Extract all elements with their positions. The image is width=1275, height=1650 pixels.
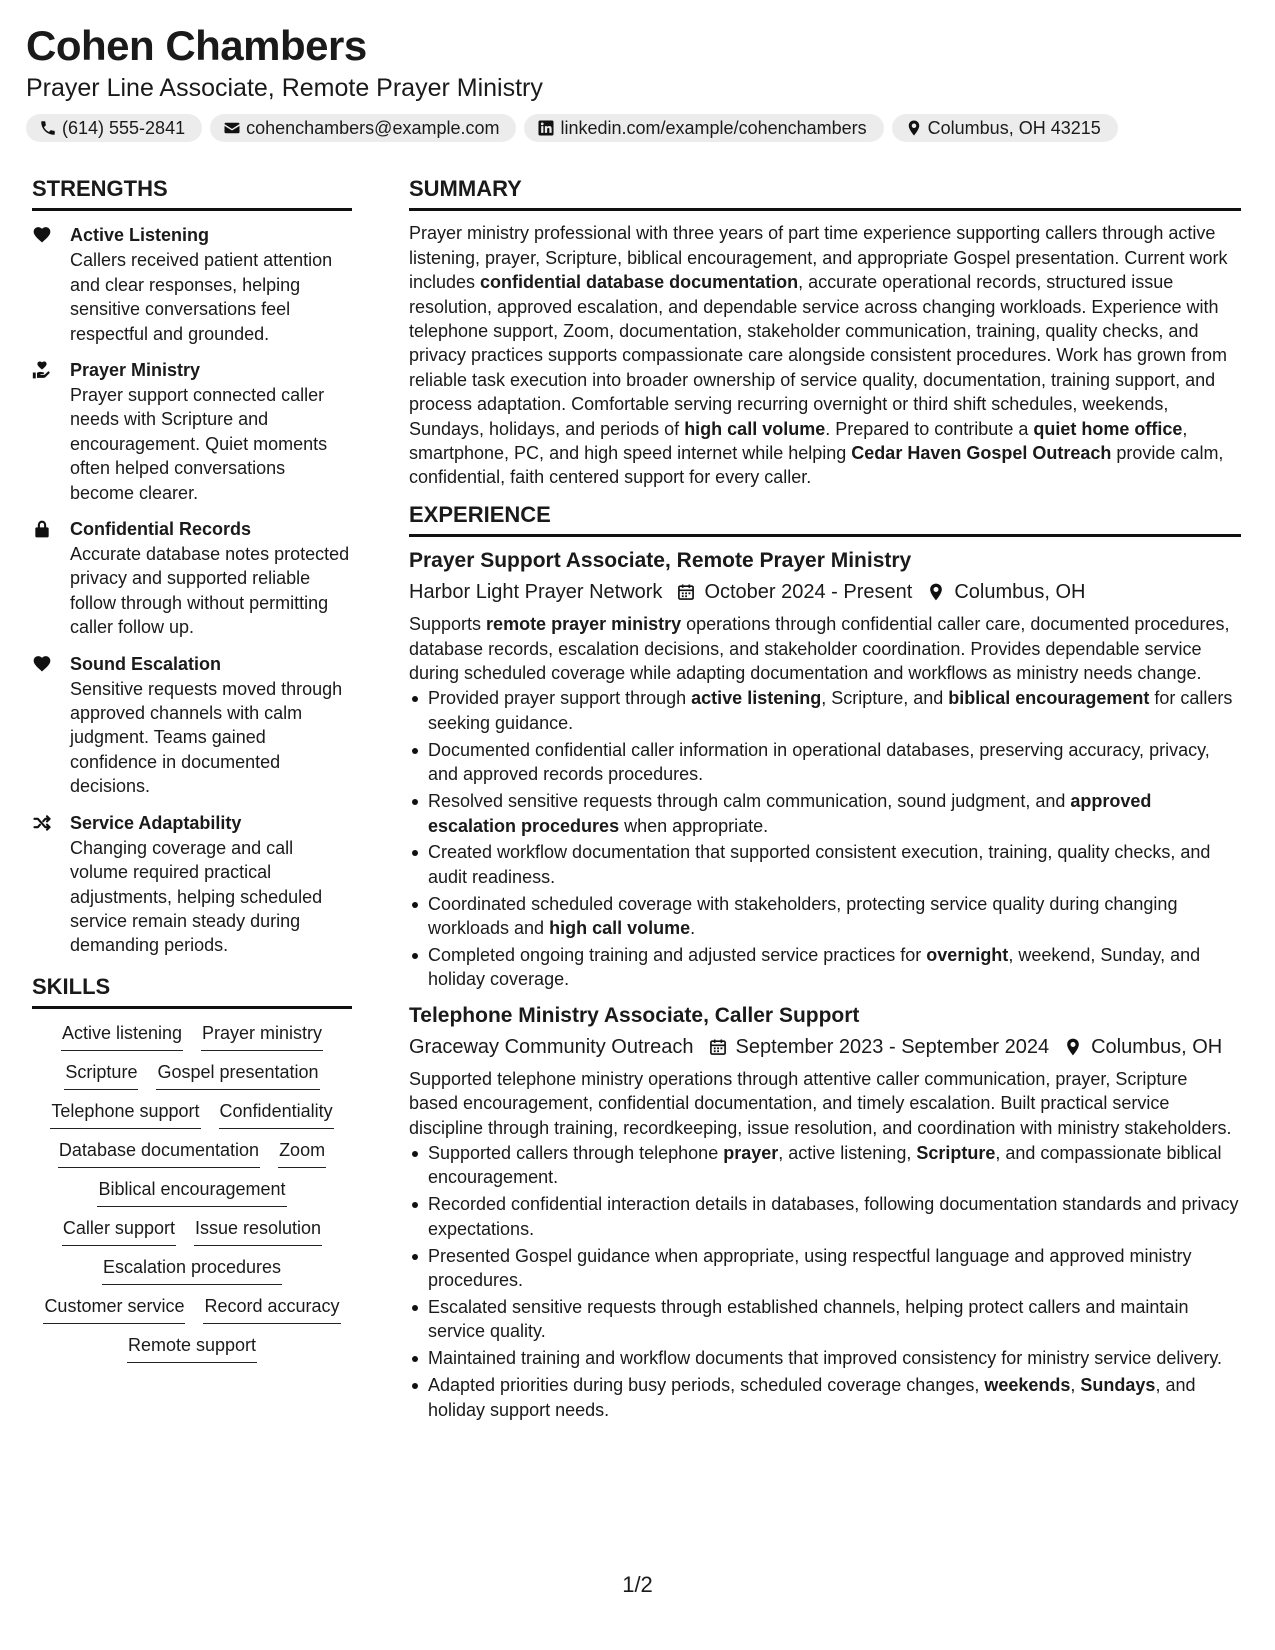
skills-row bbox=[32, 1058, 352, 1090]
bullet-item bbox=[409, 1141, 1241, 1190]
strength-title: Service Adaptability bbox=[70, 812, 242, 833]
job-description bbox=[409, 612, 1241, 685]
calendar-icon bbox=[708, 1037, 728, 1057]
skill-tag: Escalation procedures bbox=[102, 1253, 282, 1285]
job-location: Columbus, OH bbox=[954, 581, 1086, 604]
bold-text: active listening bbox=[691, 688, 822, 709]
text-run: , smartphone, PC, and high speed internet while helping bbox=[409, 418, 1188, 464]
text-run: Presented Gospel guidance when appropriate, using respectful language and approved ministry procedures. bbox=[428, 1245, 1192, 1291]
skill-tag: Gospel presentation bbox=[156, 1058, 319, 1090]
summary-heading: SUMMARY bbox=[409, 176, 1241, 211]
lock-icon bbox=[32, 519, 52, 539]
linkedin-icon bbox=[537, 119, 555, 137]
skill-tag: Issue resolution bbox=[194, 1214, 322, 1246]
text-run: , Scripture, and bbox=[821, 688, 949, 709]
text-run: Escalated sensitive requests through established channels, helping protect callers and maintain service quality. bbox=[428, 1297, 1189, 1342]
bullet-item bbox=[409, 1346, 1241, 1370]
job-dates: October 2024 - Present bbox=[704, 581, 913, 604]
job-company: Harbor Light Prayer Network bbox=[409, 581, 663, 604]
location-pin-icon bbox=[926, 582, 946, 602]
bullet-item bbox=[409, 943, 1241, 992]
contact-phone bbox=[26, 114, 202, 142]
bold-text: overnight bbox=[926, 945, 1009, 966]
skills-heading: SKILLS bbox=[32, 974, 352, 1009]
strengths-heading: STRENGTHS bbox=[32, 176, 352, 211]
skill-tag: Caller support bbox=[62, 1214, 176, 1246]
text-run: Created workflow documentation that supported consistent execution, training, quality checks, and audit readiness. bbox=[428, 842, 1211, 887]
envelope-icon bbox=[223, 119, 241, 137]
strength-title: Sound Escalation bbox=[70, 653, 222, 674]
contact-location bbox=[892, 114, 1118, 142]
bold-text: prayer bbox=[723, 1143, 779, 1164]
bullet-item bbox=[409, 1295, 1241, 1344]
left-column bbox=[32, 176, 352, 1363]
strength-desc: Changing coverage and call volume required practical adjustments, helping scheduled service remain steady during demanding periods. bbox=[70, 837, 323, 956]
candidate-name: Cohen Chambers bbox=[26, 22, 367, 69]
skill-tag: Customer service bbox=[43, 1292, 185, 1324]
text-run: , and holiday support needs. bbox=[428, 1375, 1196, 1420]
text-run: , accurate operational records, structured issue resolution, approved escalation, and dependable service across changing workloads. Experience with telephone support, Zoom, documentation, stakeholder communication, training, quality checks, and privacy practices supports compassionate care alongside consistent procedures. Work has grown from reliable task execution into broader ownership of service quality, documentation, training support, and process adaptation. Comfortable serving recurring overnight or third shift schedules, weekends, Sundays, holidays, and periods of bbox=[409, 272, 1228, 439]
contact-email-text: cohenchambers@example.com bbox=[246, 117, 500, 138]
location-pin-icon bbox=[1063, 1037, 1083, 1057]
skill-tag: Scripture bbox=[64, 1058, 138, 1090]
text-run: Prayer ministry professional with three years of part time experience supporting callers through active listening, prayer, Scripture, biblical encouragement, and appropriate Gospel presentation. Current work includes bbox=[409, 223, 1228, 293]
contact-linkedin-text: linkedin.com/example/cohenchambers bbox=[560, 117, 867, 138]
text-run: operations through confidential caller care, documented procedures, database records, escalation decisions, and stakeholder coordination. Provides dependable service during scheduled coverage while adapting documentation and workflows as ministry needs change. bbox=[409, 614, 1230, 684]
strength-item bbox=[32, 811, 352, 958]
skill-tag: Telephone support bbox=[50, 1097, 200, 1129]
bold-text: biblical encouragement bbox=[948, 688, 1150, 709]
contact-phone-text: (614) 555-2841 bbox=[62, 117, 186, 138]
text-run: for callers seeking guidance. bbox=[428, 688, 1233, 733]
bullet-item bbox=[409, 789, 1241, 838]
bold-text: confidential database documentation bbox=[480, 272, 799, 293]
skills-list bbox=[32, 1019, 352, 1363]
skill-tag: Remote support bbox=[127, 1331, 257, 1363]
text-run: Supported callers through telephone bbox=[428, 1143, 724, 1164]
strength-desc: Sensitive requests moved through approved channels with calm judgment. Teams gained confidence in documented decisions. bbox=[70, 678, 343, 797]
strength-item bbox=[32, 358, 352, 505]
heart-icon bbox=[32, 225, 52, 245]
skill-tag: Active listening bbox=[61, 1019, 183, 1051]
bullet-item bbox=[409, 1192, 1241, 1241]
strength-title: Active Listening bbox=[70, 225, 210, 246]
job-company: Graceway Community Outreach bbox=[409, 1035, 694, 1058]
bullet-item bbox=[409, 1244, 1241, 1293]
contact-bar bbox=[26, 114, 1118, 142]
hand-holding-heart-icon bbox=[32, 360, 52, 380]
skill-tag: Zoom bbox=[278, 1136, 326, 1168]
heart-icon bbox=[32, 654, 52, 674]
text-run: Adapted priorities during busy periods, scheduled coverage changes, bbox=[428, 1375, 985, 1396]
phone-icon bbox=[39, 119, 57, 137]
calendar-icon bbox=[676, 582, 696, 602]
job-entry bbox=[409, 1002, 1241, 1422]
skills-row bbox=[32, 1292, 352, 1324]
bold-text: quiet home office bbox=[1033, 418, 1183, 439]
strength-desc: Accurate database notes protected privacy and supported reliable follow through without permitting caller follow up. bbox=[70, 544, 350, 638]
strength-desc: Prayer support connected caller needs with Scripture and encouragement. Quiet moments often helped conversations become clearer. bbox=[70, 385, 328, 503]
job-title: Prayer Support Associate, Remote Prayer Ministry bbox=[409, 549, 912, 573]
text-run: provide calm, confidential, faith centered support for every caller. bbox=[409, 443, 1224, 488]
contact-linkedin[interactable] bbox=[524, 114, 883, 142]
bold-text: high call volume bbox=[684, 418, 826, 439]
skill-tag: Confidentiality bbox=[219, 1097, 334, 1129]
job-dates: September 2023 - September 2024 bbox=[735, 1035, 1050, 1058]
contact-location-text: Columbus, OH 43215 bbox=[927, 117, 1101, 138]
skills-row bbox=[32, 1175, 352, 1207]
location-pin-icon bbox=[905, 119, 923, 137]
strength-title: Prayer Ministry bbox=[70, 360, 201, 381]
text-run: Maintained training and workflow documents that improved consistency for ministry service delivery. bbox=[428, 1348, 1223, 1369]
text-run: Supported telephone ministry operations through attentive caller communication, prayer, Scripture based encouragement, confidential documentation, and timely escalation. Built practical service discipline through training, recordkeeping, issue resolution, and coordination with ministry stakeholders. bbox=[409, 1068, 1232, 1138]
text-run: Supports bbox=[409, 614, 487, 635]
text-run: . bbox=[690, 918, 696, 939]
text-run: Coordinated scheduled coverage with stakeholders, protecting service quality during changing workloads and bbox=[428, 893, 1178, 939]
strengths-list bbox=[32, 223, 352, 957]
text-run: , weekend, Sunday, and holiday coverage. bbox=[428, 945, 1201, 990]
bullet-item bbox=[409, 840, 1241, 889]
job-meta bbox=[409, 577, 1241, 607]
skills-row bbox=[32, 1253, 352, 1285]
bold-text: approved escalation procedures bbox=[428, 791, 1152, 836]
strength-title: Confidential Records bbox=[70, 519, 252, 540]
right-column bbox=[409, 176, 1241, 1425]
skills-row bbox=[32, 1331, 352, 1363]
skill-tag: Record accuracy bbox=[203, 1292, 340, 1324]
bold-text: Scripture bbox=[916, 1143, 996, 1164]
skills-row bbox=[32, 1136, 352, 1168]
strength-desc: Callers received patient attention and clear responses, helping sensitive conversations feel respectful and grounded. bbox=[70, 250, 333, 344]
bold-text: remote prayer ministry bbox=[486, 614, 682, 635]
contact-email[interactable] bbox=[210, 114, 516, 142]
strength-item bbox=[32, 517, 352, 640]
bold-text: Sundays bbox=[1080, 1375, 1156, 1396]
text-run: Completed ongoing training and adjusted service practices for bbox=[428, 945, 927, 966]
bold-text: high call volume bbox=[549, 918, 691, 939]
text-run: Resolved sensitive requests through calm communication, sound judgment, and bbox=[428, 791, 1071, 812]
job-bullets bbox=[409, 686, 1241, 991]
bullet-item bbox=[409, 686, 1241, 735]
job-meta bbox=[409, 1032, 1241, 1062]
skills-row bbox=[32, 1019, 352, 1051]
skills-row bbox=[32, 1097, 352, 1129]
skill-tag: Database documentation bbox=[58, 1136, 260, 1168]
text-run: , and compassionate biblical encouragement. bbox=[428, 1143, 1222, 1188]
bullet-item bbox=[409, 892, 1241, 941]
text-run: , bbox=[1070, 1375, 1081, 1396]
skill-tag: Prayer ministry bbox=[201, 1019, 323, 1051]
text-run: . Prepared to contribute a bbox=[825, 418, 1034, 439]
shuffle-icon bbox=[32, 813, 52, 833]
job-title: Telephone Ministry Associate, Caller Support bbox=[409, 1003, 860, 1027]
job-entry bbox=[409, 547, 1241, 992]
job-location: Columbus, OH bbox=[1091, 1035, 1223, 1058]
page-number: 1/2 bbox=[622, 1572, 653, 1597]
text-run: Recorded confidential interaction details in databases, following documentation standards and privacy expectations. bbox=[428, 1194, 1239, 1239]
text-run: , active listening, bbox=[778, 1143, 917, 1164]
text-run: Documented confidential caller information in operational databases, preserving accuracy, privacy, and approved records procedures. bbox=[428, 739, 1210, 785]
text-run: when appropriate. bbox=[619, 815, 769, 836]
bold-text: weekends bbox=[984, 1375, 1071, 1396]
job-bullets bbox=[409, 1141, 1241, 1422]
strength-item bbox=[32, 652, 352, 799]
jobs-list bbox=[409, 547, 1241, 1422]
bullet-item bbox=[409, 738, 1241, 787]
summary-text bbox=[409, 221, 1241, 489]
bold-text: Cedar Haven Gospel Outreach bbox=[851, 443, 1112, 464]
job-description bbox=[409, 1067, 1241, 1140]
text-run: Provided prayer support through bbox=[428, 688, 692, 709]
headline: Prayer Line Associate, Remote Prayer Ministry bbox=[26, 74, 543, 102]
bullet-item bbox=[409, 1373, 1241, 1422]
skills-row bbox=[32, 1214, 352, 1246]
experience-heading: EXPERIENCE bbox=[409, 502, 1241, 537]
strength-item bbox=[32, 223, 352, 346]
skill-tag: Biblical encouragement bbox=[97, 1175, 286, 1207]
